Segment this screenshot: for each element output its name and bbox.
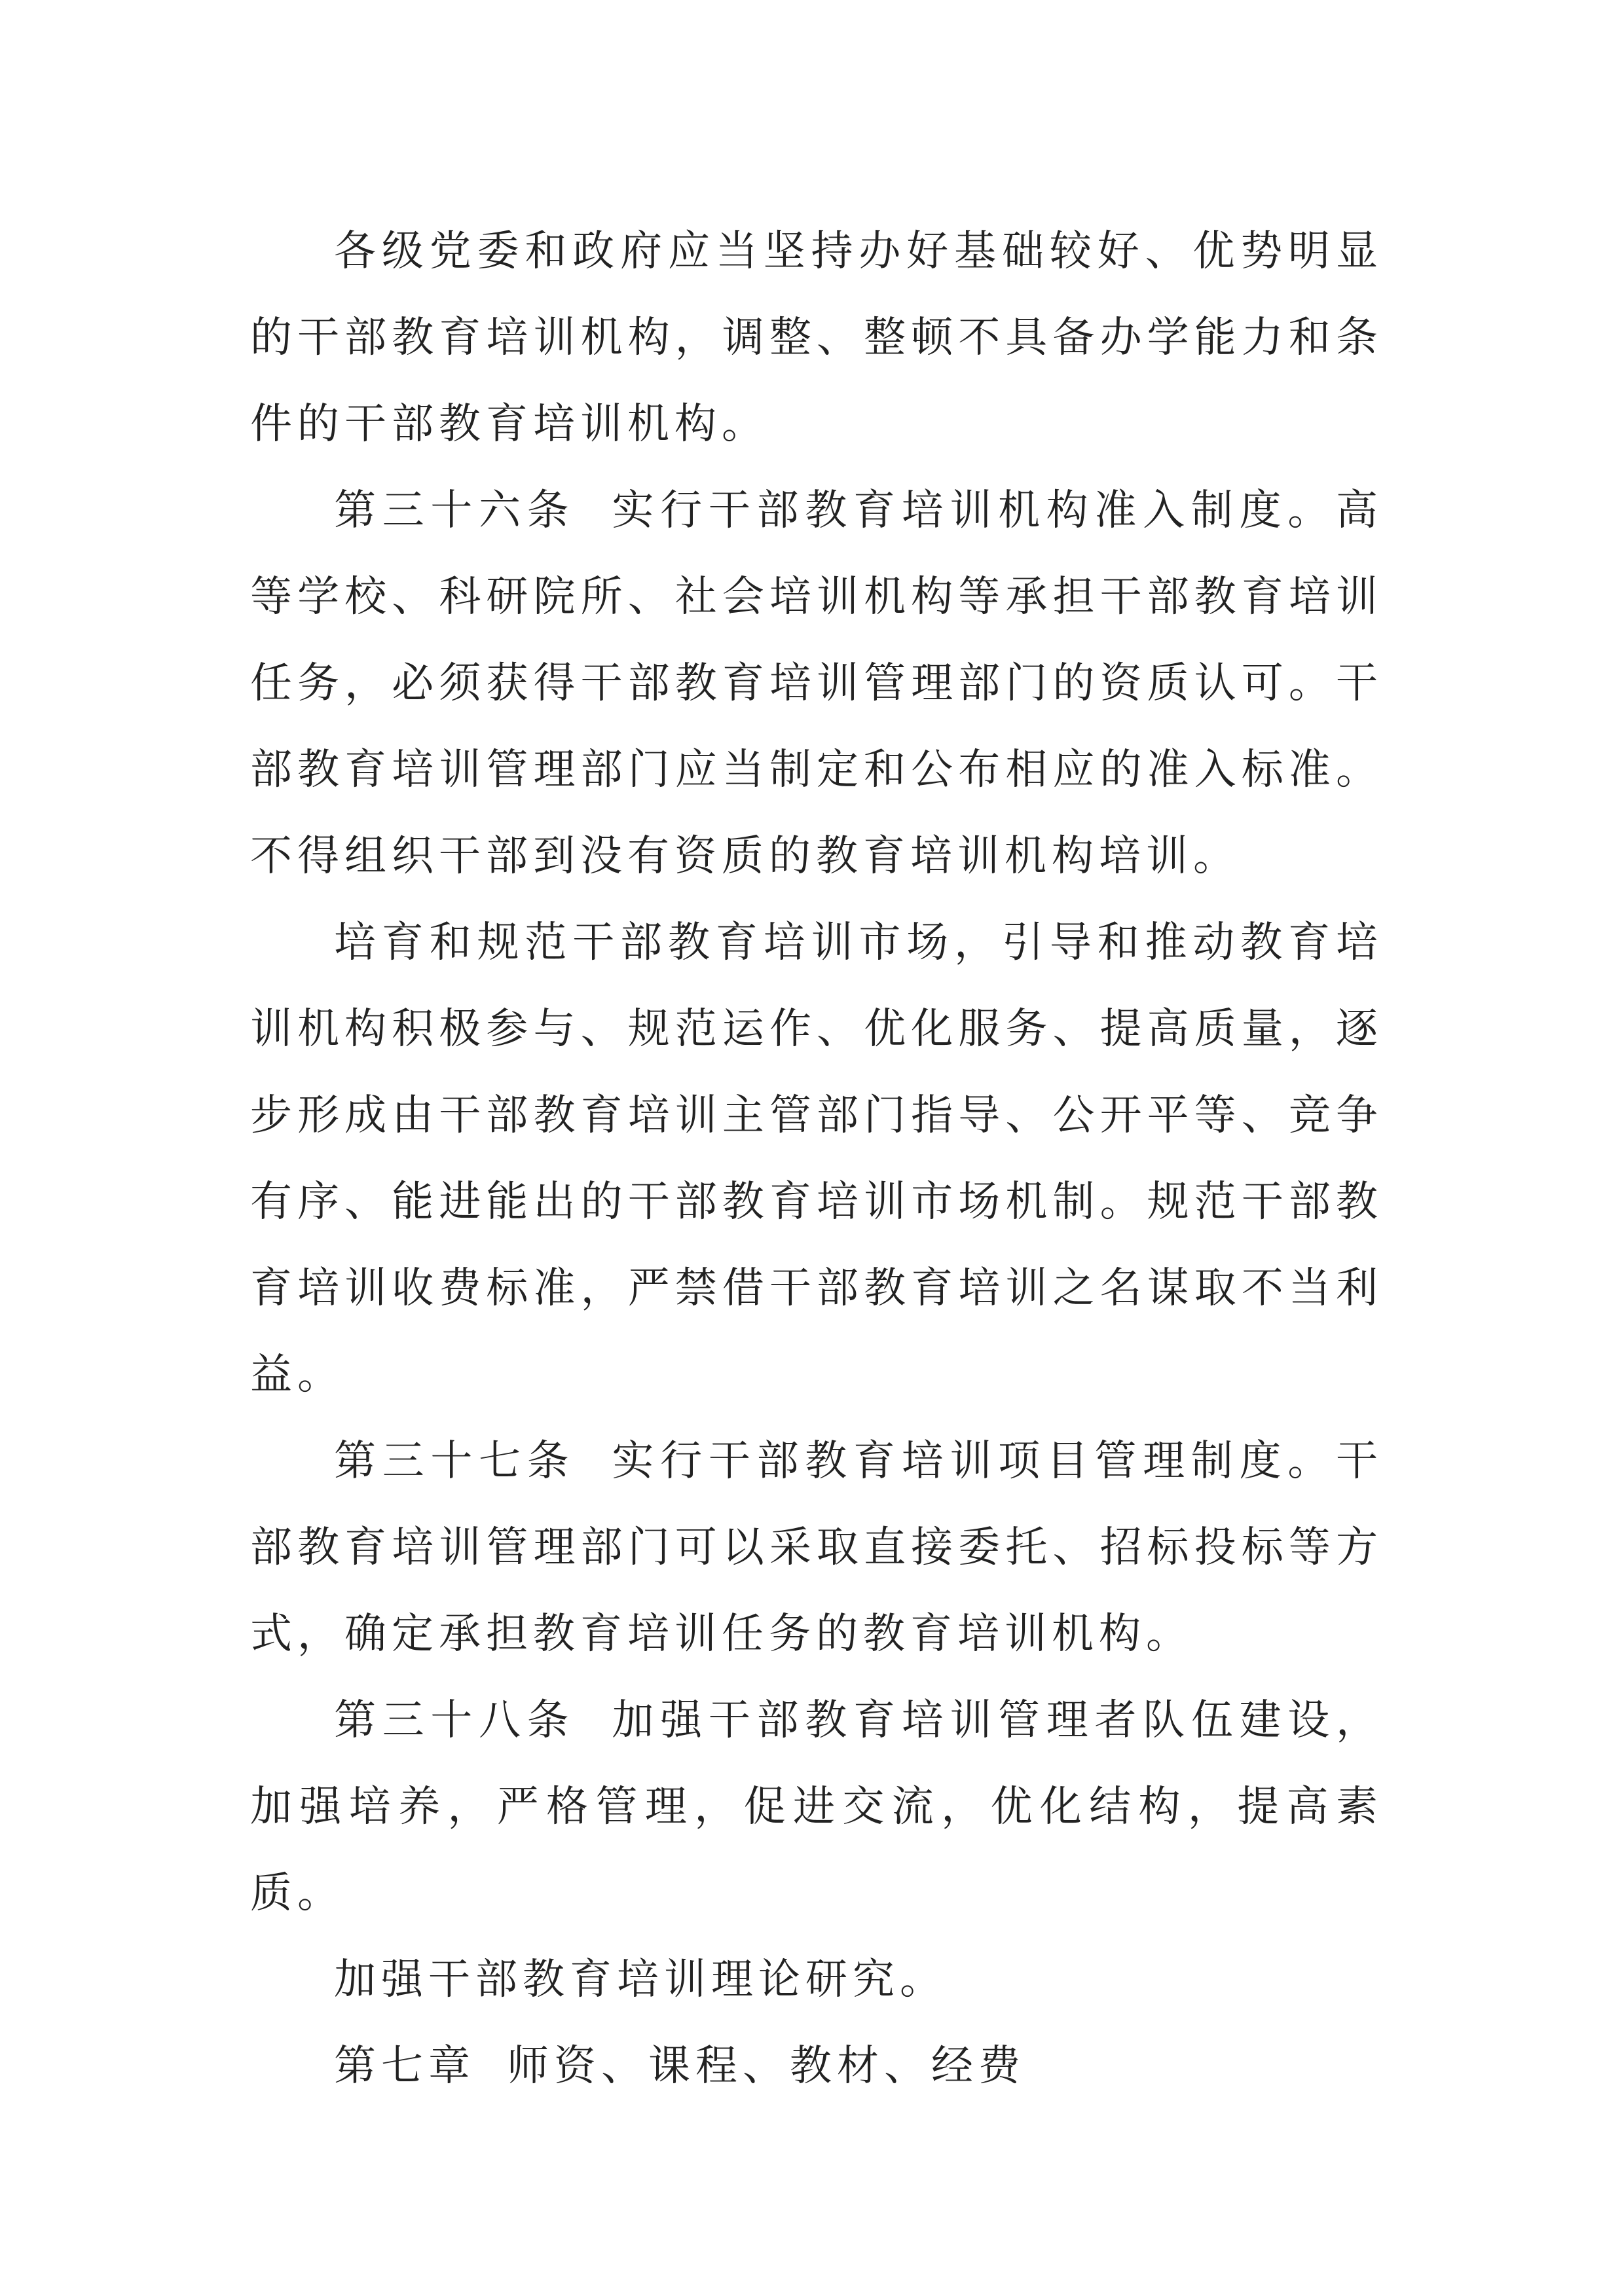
chapter-number: 第七章 bbox=[334, 2042, 475, 2090]
article-text: 实行干部教育培训机构准入制度。高等学校、科研院所、社会培训机构等承担干部教育培训任务，必须获得干部教育培训管理部门的资质认可。干部教育培训管理部门应当制定和公布相应的准入标准。不得组织干部到没有资质的教育培训机构培训。 bbox=[250, 486, 1383, 881]
article-number: 第三十八条 bbox=[334, 1696, 576, 1745]
article-number: 第三十七条 bbox=[334, 1437, 576, 1485]
article-36 bbox=[250, 467, 1383, 900]
article-number: 第三十六条 bbox=[334, 486, 576, 535]
paragraph-text: 培育和规范干部教育培训市场，引导和推动教育培训机构积极参与、规范运作、优化服务、提高质量，逐步形成由干部教育培训主管部门指导、公开平等、竞争有序、能进能出的干部教育培训市场机制。规范干部教育培训收费标准，严禁借干部教育培训之名谋取不当利益。 bbox=[250, 919, 1383, 1399]
paragraph-text: 加强干部教育培训理论研究。 bbox=[334, 1956, 947, 2004]
article-text: 加强干部教育培训管理者队伍建设，加强培养，严格管理，促进交流，优化结构，提高素质。 bbox=[250, 1696, 1383, 1918]
paragraph-market bbox=[250, 900, 1383, 1418]
article-text: 实行干部教育培训项目管理制度。干部教育培训管理部门可以采取直接委托、招标投标等方式，确定承担教育培训任务的教育培训机构。 bbox=[250, 1437, 1383, 1658]
paragraph-institutions bbox=[250, 208, 1383, 467]
document-body bbox=[250, 208, 1383, 2109]
article-38 bbox=[250, 1677, 1383, 1937]
chapter-heading bbox=[250, 2023, 1383, 2109]
paragraph-research bbox=[250, 1937, 1383, 2023]
paragraph-text: 各级党委和政府应当坚持办好基础较好、优势明显的干部教育培训机构，调整、整顿不具备办学能力和条件的干部教育培训机构。 bbox=[250, 227, 1383, 448]
article-37 bbox=[250, 1418, 1383, 1677]
chapter-title: 师资、课程、教材、经费 bbox=[507, 2042, 1025, 2090]
